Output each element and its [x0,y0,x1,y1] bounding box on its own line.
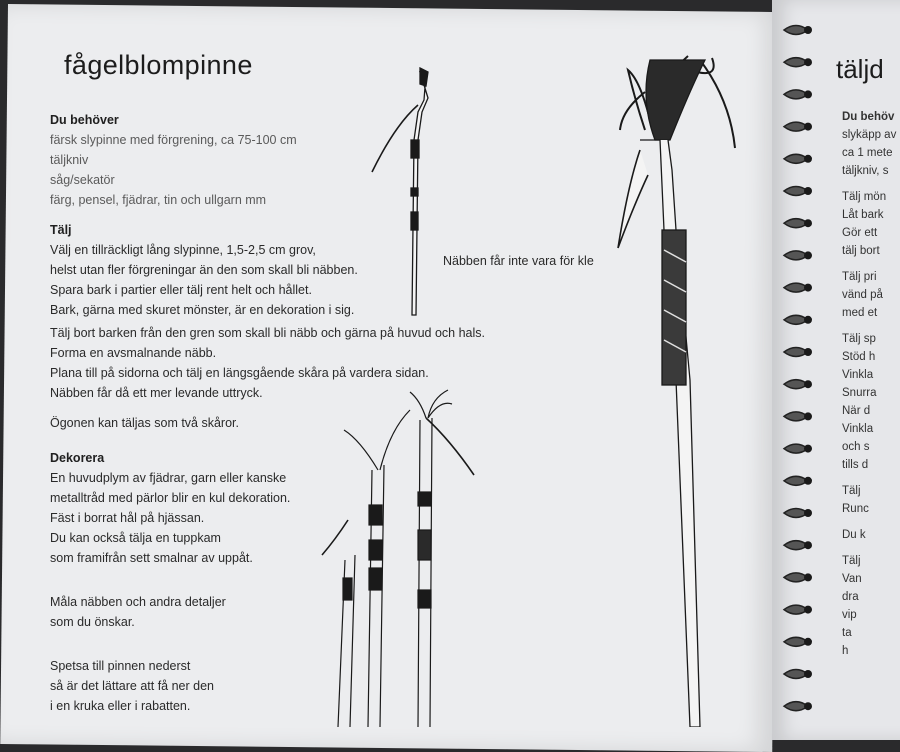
right-page-line: ta [842,627,852,639]
right-page-line: Vinkla [842,369,874,381]
page-title: fågelblompinne [64,50,253,80]
right-page-line: Gör ett [842,227,878,239]
right-page-line: dra [842,591,859,603]
right-page-line: vip [842,609,857,621]
right-page-line: Runc [842,503,869,515]
right-page-line: Du behöv [842,111,895,123]
right-page-line: och s [842,441,870,453]
decorate-section [50,448,290,568]
right-page-text [842,108,896,660]
right-page-line [842,260,896,268]
sharpen-line: Spetsa till pinnen nederst [50,659,191,673]
paint-line: Måla näbben och andra detaljer [50,595,226,609]
three-bird-sticks-drawing [322,390,474,727]
decorate-line: Fäst i borrat hål på hjässan. [50,511,205,525]
right-page-line: Tälj mön [842,191,887,203]
small-bird-stick-drawing [372,68,428,315]
right-page-line [842,474,896,482]
right-page-line: tälj bort [842,245,880,257]
right-page-line: När d [842,405,871,417]
right-page-line: Tälj [842,485,861,497]
right-page-line: Tälj [842,555,861,567]
paint-line: som du önskar. [50,615,135,629]
paint-section [50,592,226,632]
decorate-line: metalltråd med pärlor blir en kul dekoration. [50,491,291,505]
right-page-line [842,322,896,330]
right-page-line: slykäpp av [842,129,897,141]
needs-line: såg/sekatör [50,173,115,187]
decorate-line: En huvudplym av fjädrar, garn eller kanske [50,471,287,485]
right-page-line: Tälj pri [842,271,877,283]
needs-section [50,110,297,210]
right-page-line: Vinkla [842,423,874,435]
right-page-line [842,544,896,552]
carve-section [50,220,358,320]
beak-note: Näbben får inte vara för kle [443,254,594,268]
right-page-line: Tälj sp [842,333,876,345]
beak-line: Tälj bort barken från den gren som skall bli näbb och gärna på huvud och hals. [50,326,485,340]
carve-line: Spara bark i partier eller tälj rent helt och hållet. [50,283,312,297]
right-page-line: vänd på [842,289,883,301]
right-page-line: Van [842,573,862,585]
right-page-line [842,518,896,526]
beak-line: Forma en avsmalnande näbb. [50,346,217,360]
right-page-line: tills d [842,459,869,471]
decorate-line: som framifrån sett smalnar av uppåt. [50,551,253,565]
sharpen-section [50,656,214,716]
carve-line: Välj en tillräckligt lång slypinne, 1,5-2,5 cm grov, [50,243,316,257]
large-bird-stick-drawing [618,56,735,727]
right-page-line: ca 1 mete [842,147,893,159]
carve-line: Bark, gärna med skuret mönster, är en dekoration i sig. [50,303,355,317]
sharpen-line: i en kruka eller i rabatten. [50,699,191,713]
decorate-heading: Dekorera [50,451,105,465]
right-page-title: täljd [836,54,884,84]
eyes-section [50,413,239,433]
right-page-line: Snurra [842,387,877,399]
eyes-line: Ögonen kan täljas som två skåror. [50,416,239,430]
right-page-line: h [842,645,849,657]
carve-line: helst utan fler förgreningar än den som skall bli näbben. [50,263,358,277]
needs-line: färg, pensel, fjädrar, tin och ullgarn mm [50,193,267,207]
decorate-line: Du kan också tälja en tuppkam [50,531,221,545]
carve-heading: Tälj [50,223,72,237]
beak-line: Plana till på sidorna och tälj en längsgående skåra på vardera sidan. [50,366,429,380]
sharpen-line: så är det lättare att få ner den [50,679,214,693]
needs-line: färsk slypinne med förgrening, ca 75-100 cm [50,133,297,147]
needs-heading: Du behöver [50,113,119,127]
right-page-line: Låt bark [842,209,884,221]
right-page-line: med et [842,307,878,319]
right-page-line: Stöd h [842,351,876,363]
right-page-line: täljkniv, s [842,165,889,177]
right-page-line [842,180,896,188]
needs-line: täljkniv [50,153,89,167]
beak-section [50,323,485,403]
right-page-line: Du k [842,529,866,541]
beak-line: Näbben får då ett mer levande uttryck. [50,386,263,400]
